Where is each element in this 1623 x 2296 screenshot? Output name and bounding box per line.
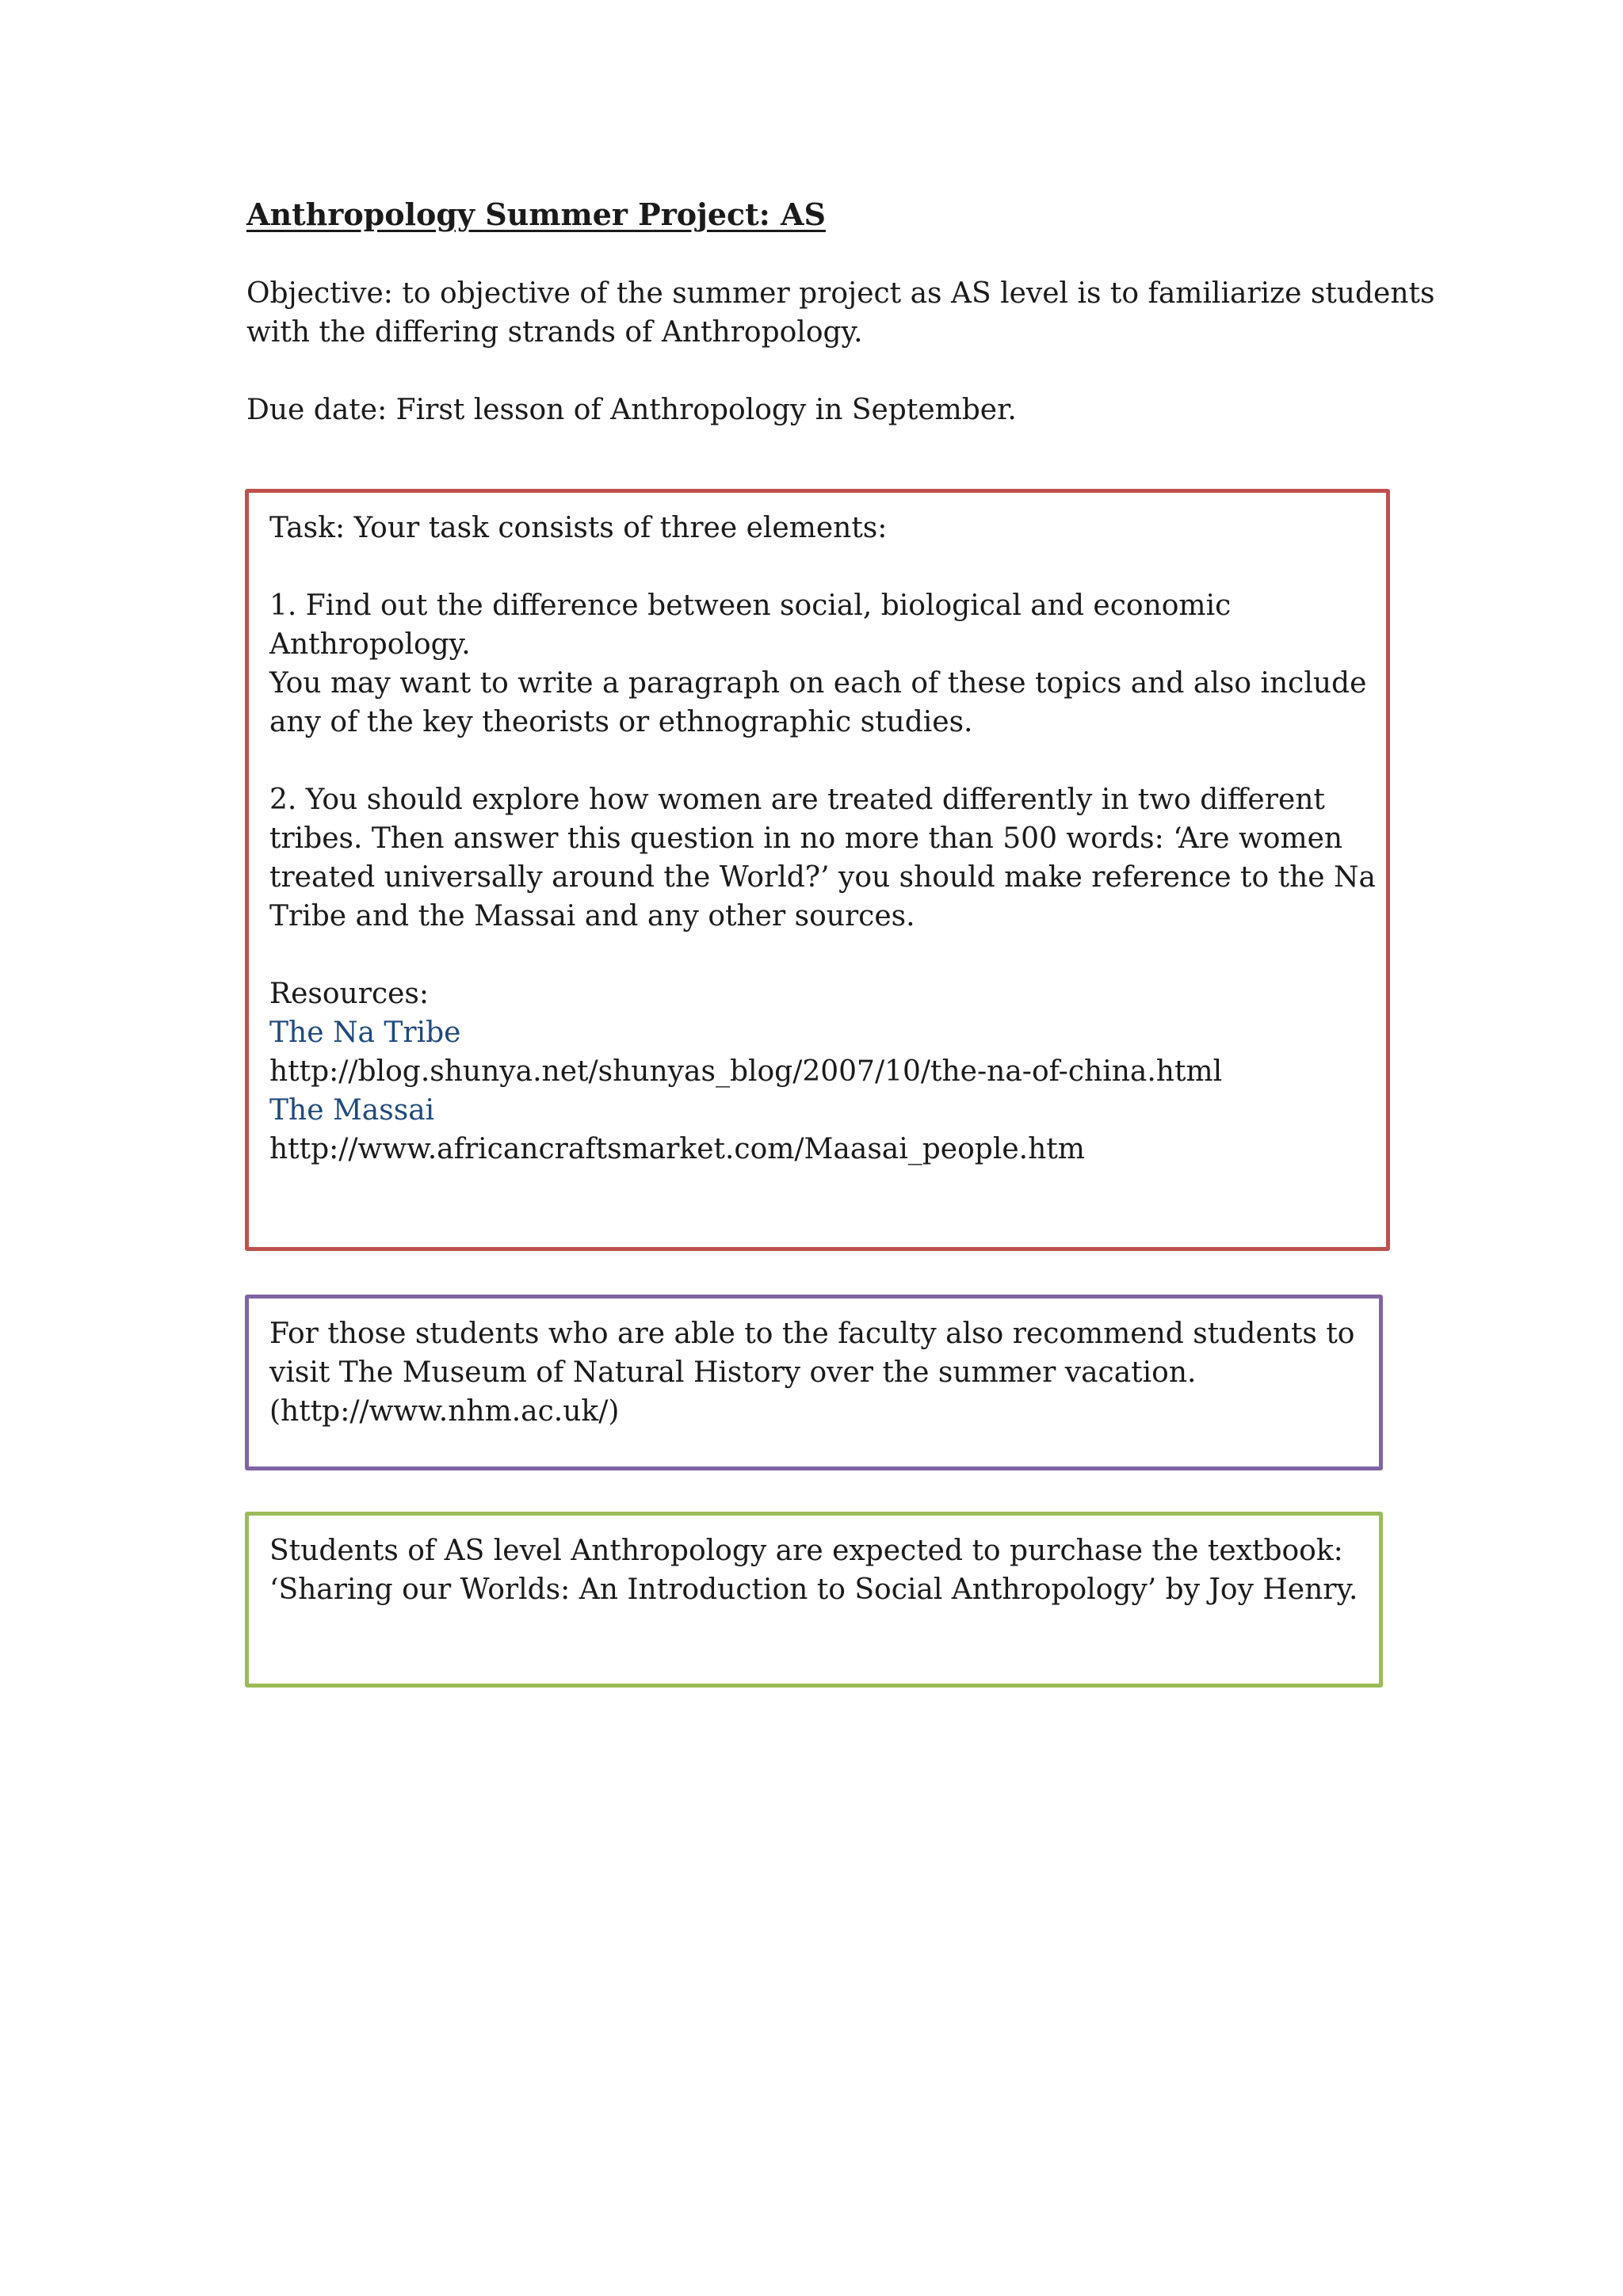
resource-url-na-tribe[interactable]: http://blog.shunya.net/shunyas_blog/2007/10/the-na-of-china.html bbox=[269, 1055, 1223, 1088]
document-title: Anthropology Summer Project: AS bbox=[246, 196, 826, 232]
textbook-box bbox=[245, 1512, 1383, 1688]
objective-line: with the differing strands of Anthropology. bbox=[246, 316, 863, 349]
task-item1-line: 1. Find out the difference between social, biological and economic bbox=[269, 589, 1232, 622]
task-item1-line: You may want to write a paragraph on each of these topics and also include bbox=[269, 667, 1367, 700]
resource-url-massai[interactable]: http://www.africancraftsmarket.com/Maasai_people.htm bbox=[269, 1133, 1085, 1165]
task-intro: Task: Your task consists of three elements: bbox=[269, 512, 888, 544]
task-item2-line: Tribe and the Massai and any other sources. bbox=[269, 900, 915, 933]
museum-line: visit The Museum of Natural History over the summer vacation. bbox=[269, 1356, 1197, 1389]
textbook-line: Students of AS level Anthropology are expected to purchase the textbook: bbox=[269, 1535, 1343, 1567]
resource-label-massai[interactable]: The Massai bbox=[269, 1094, 435, 1127]
resources-heading: Resources: bbox=[269, 978, 430, 1010]
due-date: Due date: First lesson of Anthropology in September. bbox=[246, 394, 1017, 426]
task-item2-line: tribes. Then answer this question in no more than 500 words: ‘Are women bbox=[269, 822, 1343, 855]
task-item1-line: any of the key theorists or ethnographic studies. bbox=[269, 706, 973, 738]
task-item1-line: Anthropology. bbox=[269, 628, 471, 661]
museum-line: For those students who are able to the faculty also recommend students to bbox=[269, 1318, 1355, 1350]
museum-url[interactable]: (http://www.nhm.ac.uk/) bbox=[269, 1395, 620, 1428]
task-box bbox=[245, 489, 1390, 1251]
resource-label-na-tribe[interactable]: The Na Tribe bbox=[269, 1016, 461, 1049]
task-item2-line: treated universally around the World?’ you should make reference to the Na bbox=[269, 861, 1377, 894]
museum-box bbox=[245, 1295, 1383, 1470]
task-item2-line: 2. You should explore how women are treated differently in two different bbox=[269, 784, 1325, 816]
objective-line: Objective: to objective of the summer project as AS level is to familiarize students bbox=[246, 277, 1435, 310]
objective-paragraph bbox=[246, 274, 1434, 352]
textbook-line: ‘Sharing our Worlds: An Introduction to Social Anthropology’ by Joy Henry. bbox=[269, 1573, 1358, 1606]
